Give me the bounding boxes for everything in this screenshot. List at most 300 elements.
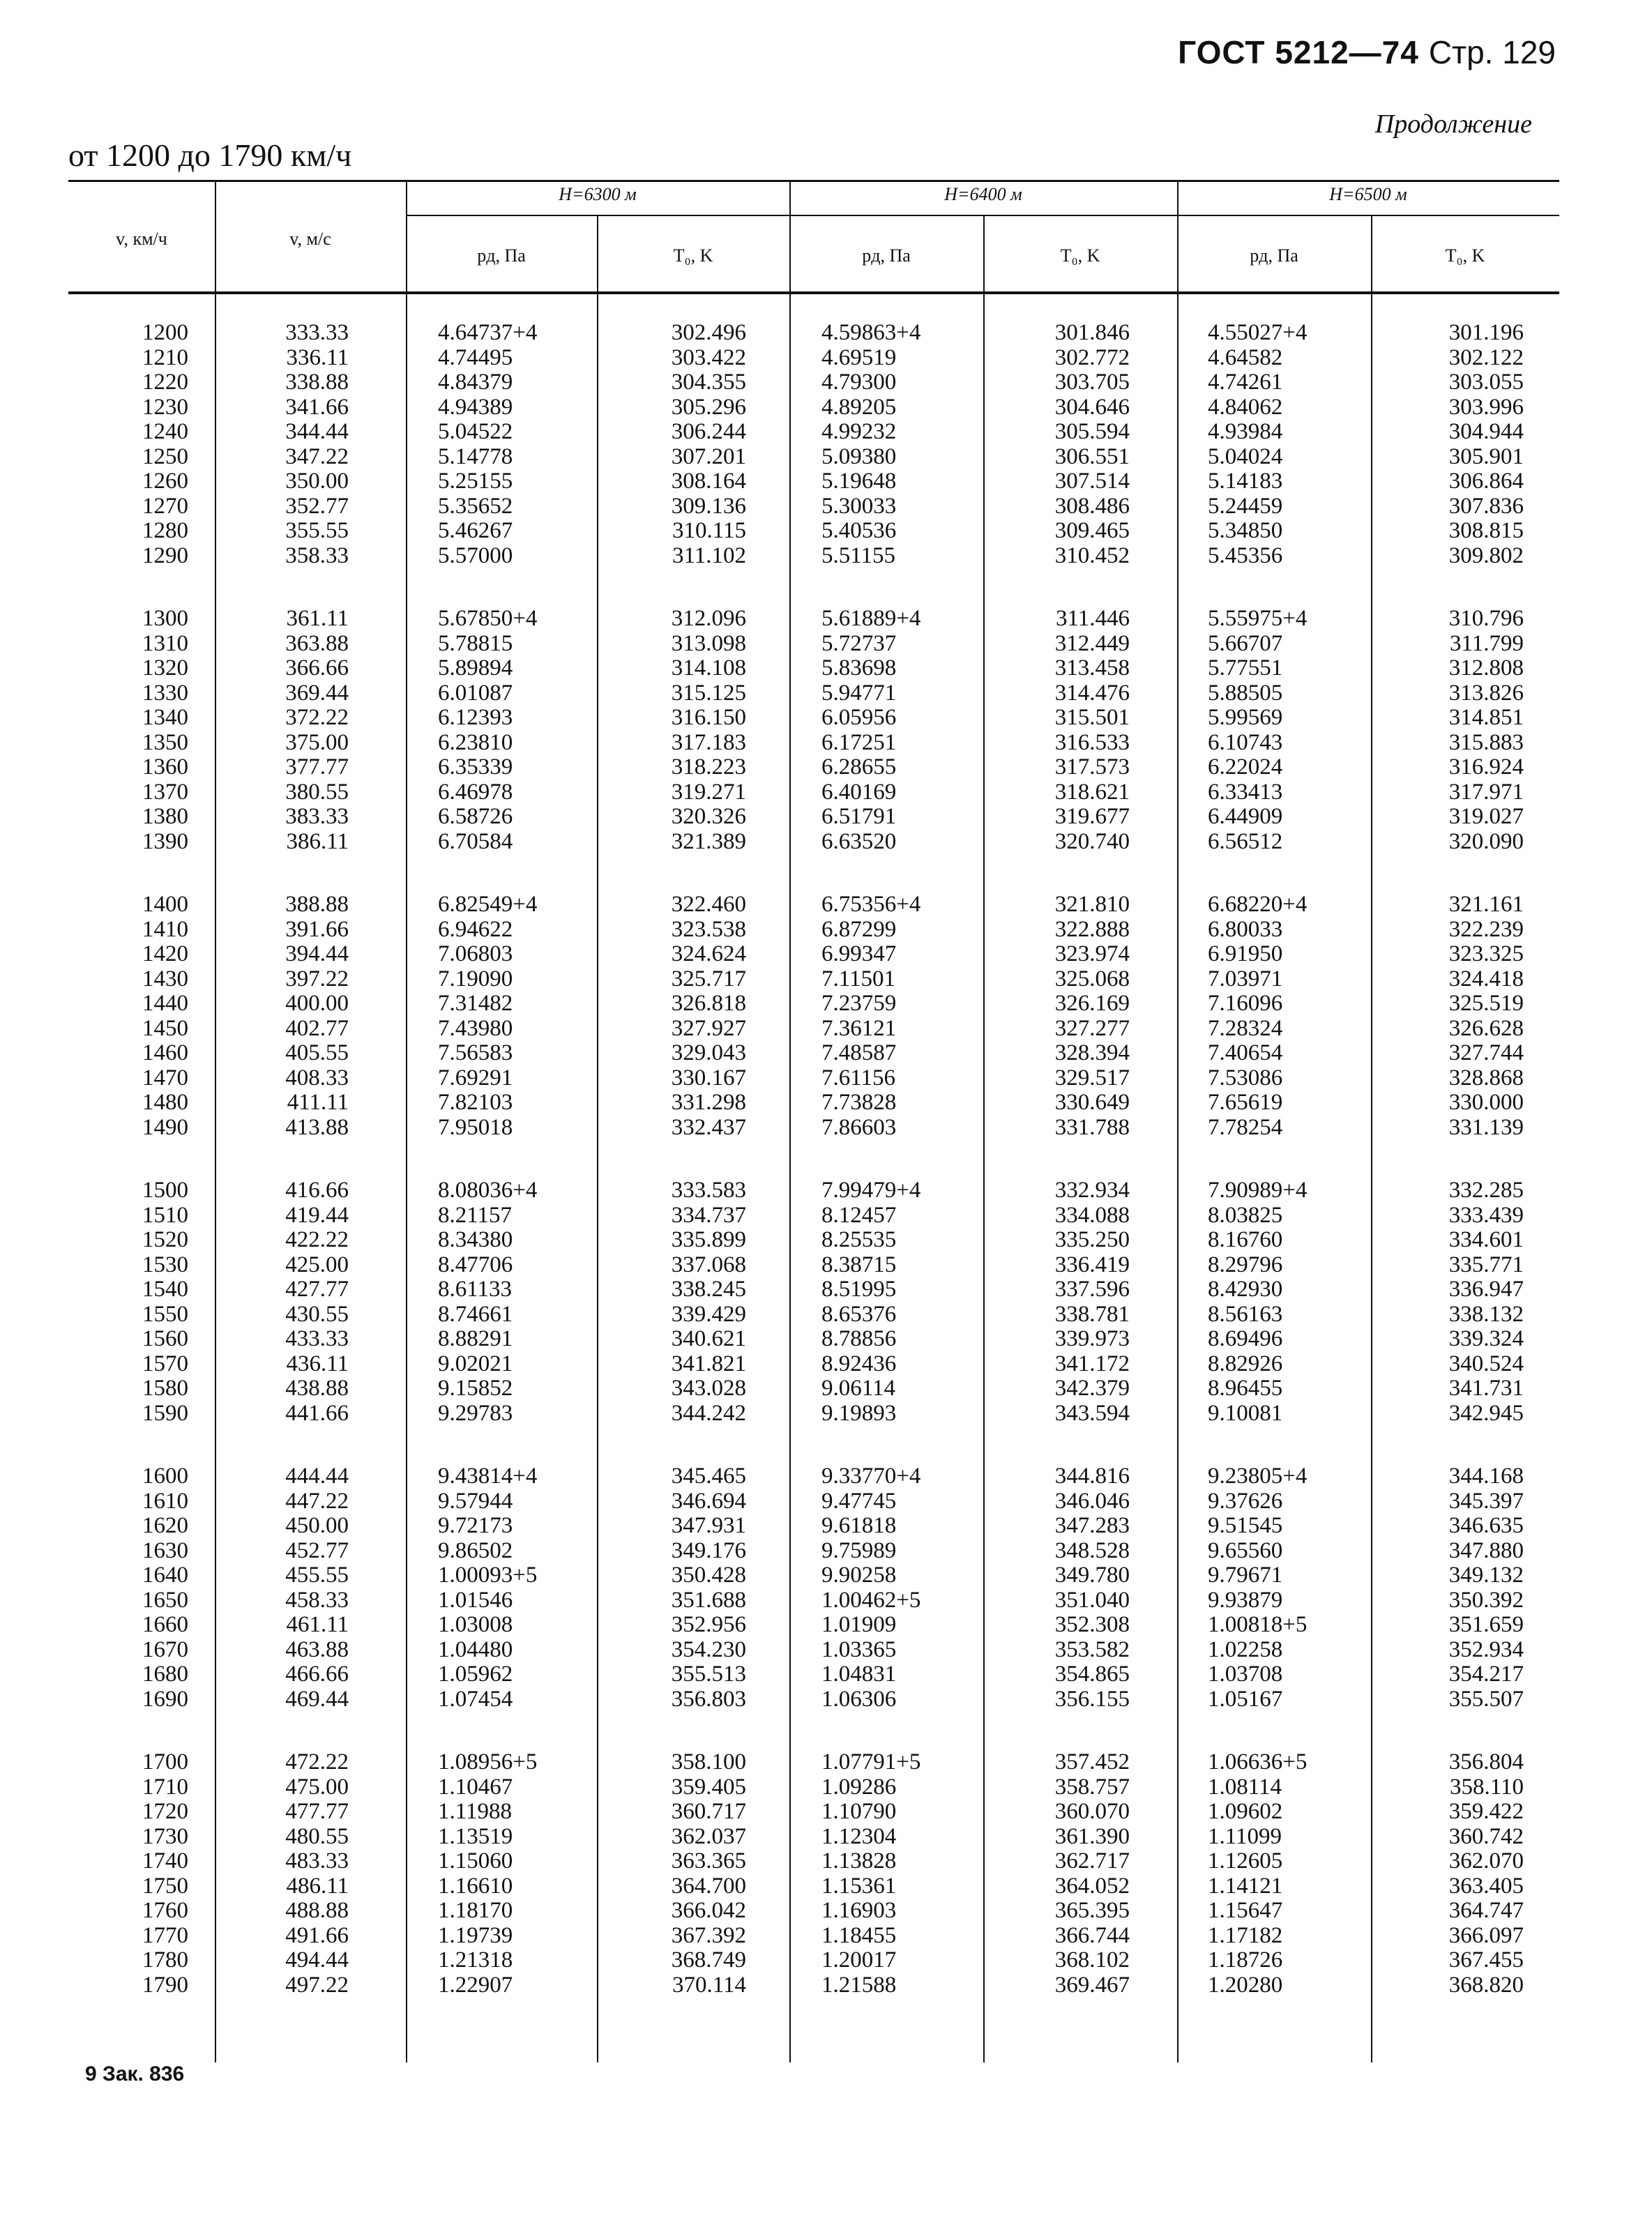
table-cell: 8.56163 bbox=[1208, 1301, 1283, 1327]
table-cell: 332.285 bbox=[1448, 1178, 1524, 1203]
table-cell: 1.00818+5 bbox=[1208, 1612, 1308, 1637]
table-cell: 1350 bbox=[142, 729, 188, 755]
table-cell: 9.57944 bbox=[438, 1488, 513, 1514]
table-cell: 1.10790 bbox=[821, 1799, 897, 1824]
table-cell: 5.35652 bbox=[438, 493, 513, 519]
table-cell: 7.69291 bbox=[438, 1065, 513, 1091]
table-cell: 310.115 bbox=[672, 518, 746, 543]
table-cell: 334.601 bbox=[1448, 1227, 1524, 1252]
table-cell: 461.11 bbox=[286, 1612, 349, 1637]
table-cell: 358.757 bbox=[1054, 1774, 1130, 1800]
table-cell: 319.271 bbox=[671, 779, 746, 805]
table-cell: 354.217 bbox=[1448, 1662, 1524, 1687]
table-cell: 1.08114 bbox=[1208, 1774, 1282, 1800]
table-cell: 494.44 bbox=[285, 1947, 349, 1973]
table-cell: 310.796 bbox=[1448, 606, 1524, 631]
table-cell: 1.21318 bbox=[438, 1947, 513, 1973]
table-cell: 369.44 bbox=[285, 680, 349, 706]
table-cell: 1520 bbox=[142, 1227, 188, 1252]
table-cell: 472.22 bbox=[285, 1749, 349, 1775]
table-cell: 341.66 bbox=[285, 394, 349, 420]
table-cell: 1.07791+5 bbox=[821, 1749, 921, 1775]
table-cell: 326.169 bbox=[1054, 991, 1130, 1016]
column-divider bbox=[1371, 215, 1372, 2062]
table-cell: 1.07454 bbox=[438, 1686, 513, 1712]
table-cell: 1370 bbox=[142, 779, 188, 805]
table-cell: 309.802 bbox=[1448, 542, 1524, 568]
table-cell: 405.55 bbox=[285, 1040, 349, 1065]
standard-number: ГОСТ 5212—74 bbox=[1178, 34, 1419, 70]
table-cell: 1320 bbox=[142, 655, 188, 681]
table-cell: 430.55 bbox=[285, 1301, 349, 1327]
table-cell: 362.070 bbox=[1448, 1848, 1524, 1874]
table-cell: 332.437 bbox=[671, 1114, 746, 1140]
table-cell: 8.78856 bbox=[821, 1326, 897, 1351]
table-cell: 455.55 bbox=[285, 1563, 349, 1588]
table-cell: 328.868 bbox=[1448, 1065, 1524, 1091]
page-number: Стр. 129 bbox=[1428, 34, 1556, 70]
table-cell: 5.66707 bbox=[1208, 630, 1283, 656]
table-cell: 9.79671 bbox=[1208, 1563, 1283, 1588]
table-cell: 1760 bbox=[142, 1898, 188, 1923]
table-cell: 1740 bbox=[142, 1848, 188, 1874]
table-cell: 1550 bbox=[142, 1301, 188, 1327]
table-cell: 339.429 bbox=[671, 1301, 746, 1327]
table-cell: 427.77 bbox=[285, 1277, 349, 1302]
table-cell: 1600 bbox=[142, 1464, 188, 1489]
table-cell: 347.880 bbox=[1448, 1537, 1524, 1563]
table-cell: 1.06636+5 bbox=[1208, 1749, 1308, 1775]
table-cell: 6.56512 bbox=[1208, 828, 1283, 854]
table-cell: 369.467 bbox=[1054, 1972, 1130, 1998]
table-cell: 301.196 bbox=[1448, 320, 1524, 345]
table-cell: 361.11 bbox=[286, 606, 349, 631]
table-cell: 360.742 bbox=[1448, 1823, 1524, 1849]
table-cell: 316.533 bbox=[1054, 729, 1130, 755]
table-cell: 7.16096 bbox=[1208, 991, 1283, 1016]
group-header-altitude: H=6500 м bbox=[1329, 184, 1407, 204]
table-cell: 9.10081 bbox=[1208, 1400, 1283, 1426]
table-cell: 331.139 bbox=[1448, 1114, 1524, 1140]
table-cell: 9.93879 bbox=[1208, 1587, 1283, 1613]
table-cell: 411.11 bbox=[287, 1090, 349, 1115]
table-cell: 347.931 bbox=[671, 1513, 746, 1538]
table-cell: 1.12304 bbox=[821, 1823, 897, 1849]
table-cell: 340.621 bbox=[671, 1326, 746, 1351]
table-cell: 302.496 bbox=[671, 320, 746, 345]
table-cell: 339.324 bbox=[1448, 1326, 1524, 1351]
table-cell: 326.628 bbox=[1448, 1015, 1524, 1041]
table-cell: 9.29783 bbox=[438, 1400, 513, 1426]
table-cell: 1330 bbox=[142, 680, 188, 706]
table-cell: 310.452 bbox=[1054, 542, 1130, 568]
table-cell: 375.00 bbox=[285, 729, 349, 755]
table-cell: 8.69496 bbox=[1208, 1326, 1283, 1351]
table-cell: 1.18170 bbox=[438, 1898, 513, 1923]
table-cell: 1.14121 bbox=[1208, 1873, 1283, 1899]
table-cell: 337.596 bbox=[1054, 1277, 1130, 1302]
col-header-temperature: T₀, K bbox=[1445, 245, 1485, 266]
table-cell: 1430 bbox=[142, 966, 188, 991]
table-cell: 343.594 bbox=[1054, 1400, 1130, 1426]
col-header-v-kmh: v, км/ч bbox=[116, 229, 167, 249]
table-cell: 7.95018 bbox=[438, 1114, 513, 1140]
table-cell: 1270 bbox=[142, 493, 188, 519]
col-header-temperature: T₀, K bbox=[673, 245, 713, 266]
table-cell: 1450 bbox=[142, 1015, 188, 1041]
table-cell: 344.168 bbox=[1448, 1464, 1524, 1489]
table-cell: 318.223 bbox=[671, 754, 746, 780]
table-cell: 6.82549+4 bbox=[438, 892, 538, 917]
table-cell: 303.055 bbox=[1448, 370, 1524, 395]
table-cell: 5.30033 bbox=[821, 493, 897, 519]
table-cell: 333.439 bbox=[1448, 1202, 1524, 1228]
table-cell: 8.21157 bbox=[438, 1202, 513, 1228]
table-cell: 337.068 bbox=[671, 1252, 746, 1277]
table-cell: 5.99569 bbox=[1208, 705, 1283, 730]
table-cell: 4.74261 bbox=[1208, 370, 1283, 395]
table-cell: 8.88291 bbox=[438, 1326, 513, 1351]
table-cell: 416.66 bbox=[285, 1178, 349, 1203]
table-cell: 8.47706 bbox=[438, 1252, 513, 1277]
table-cell: 365.395 bbox=[1054, 1898, 1130, 1923]
table-cell: 312.096 bbox=[671, 606, 746, 631]
table-cell: 9.02021 bbox=[438, 1351, 513, 1376]
col-header-v-ms: v, м/с bbox=[289, 229, 331, 249]
table-cell: 6.33413 bbox=[1208, 779, 1283, 805]
table-cell: 6.12393 bbox=[438, 705, 513, 730]
table-cell: 7.82103 bbox=[438, 1090, 513, 1115]
table-cell: 306.244 bbox=[671, 419, 746, 444]
table-cell: 1220 bbox=[142, 370, 188, 395]
table-cell: 341.731 bbox=[1448, 1376, 1524, 1401]
table-cell: 469.44 bbox=[285, 1686, 349, 1712]
table-cell: 1630 bbox=[142, 1537, 188, 1563]
table-cell: 6.80033 bbox=[1208, 916, 1283, 942]
table-cell: 5.72737 bbox=[821, 630, 897, 656]
table-cell: 463.88 bbox=[285, 1636, 349, 1662]
table-cell: 353.582 bbox=[1054, 1636, 1130, 1662]
table-cell: 350.392 bbox=[1448, 1587, 1524, 1613]
table-cell: 9.72173 bbox=[438, 1513, 513, 1538]
table-cell: 349.780 bbox=[1054, 1563, 1130, 1588]
table-cell: 5.34850 bbox=[1208, 518, 1283, 543]
table-cell: 7.11501 bbox=[821, 966, 896, 991]
table-cell: 6.75356+4 bbox=[821, 892, 921, 917]
table-cell: 1280 bbox=[142, 518, 188, 543]
footer-order: 9 Зак. 836 bbox=[85, 2062, 185, 2085]
table-cell: 311.102 bbox=[672, 542, 746, 568]
table-cell: 9.86502 bbox=[438, 1537, 513, 1563]
table-cell: 9.33770+4 bbox=[821, 1464, 921, 1489]
table-cell: 1.04831 bbox=[821, 1662, 897, 1687]
table-cell: 330.649 bbox=[1054, 1090, 1130, 1115]
table-cell: 360.717 bbox=[671, 1799, 746, 1824]
group-header-altitude: H=6300 м bbox=[559, 184, 637, 204]
table-cell: 1.06306 bbox=[821, 1686, 897, 1712]
table-cell: 5.57000 bbox=[438, 542, 513, 568]
group-rule bbox=[406, 215, 1559, 216]
table-cell: 334.088 bbox=[1054, 1202, 1130, 1228]
table-cell: 1310 bbox=[142, 630, 188, 656]
table-cell: 323.974 bbox=[1054, 941, 1130, 966]
header-bottom-rule bbox=[68, 291, 1559, 294]
table-cell: 1620 bbox=[142, 1513, 188, 1538]
table-cell: 7.56583 bbox=[438, 1040, 513, 1065]
table-cell: 5.14183 bbox=[1208, 469, 1283, 494]
table-cell: 1.15647 bbox=[1208, 1898, 1283, 1923]
table-cell: 350.428 bbox=[671, 1563, 746, 1588]
table-cell: 335.771 bbox=[1448, 1252, 1524, 1277]
table-cell: 383.33 bbox=[285, 804, 349, 829]
table-cell: 316.150 bbox=[671, 705, 746, 730]
table-cell: 1.20280 bbox=[1208, 1972, 1283, 1998]
table-cell: 358.110 bbox=[1449, 1774, 1524, 1800]
table-cell: 6.94622 bbox=[438, 916, 513, 942]
table-cell: 316.924 bbox=[1448, 754, 1524, 780]
table-cell: 1.11099 bbox=[1208, 1823, 1282, 1849]
table-cell: 303.996 bbox=[1448, 394, 1524, 420]
table-cell: 314.476 bbox=[1054, 680, 1130, 706]
table-cell: 348.528 bbox=[1054, 1537, 1130, 1563]
table-cell: 1.15361 bbox=[821, 1873, 897, 1899]
table-cell: 312.449 bbox=[1054, 630, 1130, 656]
table-cell: 1610 bbox=[142, 1488, 188, 1514]
table-cell: 307.201 bbox=[671, 443, 746, 469]
table-cell: 323.325 bbox=[1448, 941, 1524, 966]
range-title: от 1200 до 1790 км/ч bbox=[68, 137, 352, 173]
table-cell: 309.136 bbox=[671, 493, 746, 519]
table-cell: 333.583 bbox=[671, 1178, 746, 1203]
table-cell: 356.804 bbox=[1448, 1749, 1524, 1775]
table-cell: 391.66 bbox=[285, 916, 349, 942]
table-cell: 466.66 bbox=[285, 1662, 349, 1687]
table-cell: 388.88 bbox=[285, 892, 349, 917]
table-cell: 6.87299 bbox=[821, 916, 897, 942]
table-cell: 327.927 bbox=[671, 1015, 746, 1041]
table-cell: 362.037 bbox=[671, 1823, 746, 1849]
table-cell: 331.298 bbox=[671, 1090, 746, 1115]
table-cell: 7.61156 bbox=[821, 1065, 896, 1091]
table-cell: 1340 bbox=[142, 705, 188, 730]
table-cell: 1650 bbox=[142, 1587, 188, 1613]
table-cell: 8.82926 bbox=[1208, 1351, 1283, 1376]
table-cell: 9.15852 bbox=[438, 1376, 513, 1401]
table-cell: 336.419 bbox=[1054, 1252, 1130, 1277]
table-cell: 6.23810 bbox=[438, 729, 513, 755]
table-cell: 9.47745 bbox=[821, 1488, 897, 1514]
table-cell: 1.00093+5 bbox=[438, 1563, 538, 1588]
table-cell: 342.945 bbox=[1448, 1400, 1524, 1426]
table-cell: 340.524 bbox=[1448, 1351, 1524, 1376]
table-cell: 5.77551 bbox=[1208, 655, 1283, 681]
table-cell: 341.821 bbox=[671, 1351, 746, 1376]
table-cell: 1730 bbox=[142, 1823, 188, 1849]
table-cell: 4.84379 bbox=[438, 370, 513, 395]
table-cell: 1.04480 bbox=[438, 1636, 513, 1662]
table-cell: 386.11 bbox=[286, 828, 349, 854]
table-cell: 312.808 bbox=[1448, 655, 1524, 681]
table-cell: 350.00 bbox=[285, 469, 349, 494]
table-cell: 438.88 bbox=[285, 1376, 349, 1401]
table-cell: 5.94771 bbox=[821, 680, 897, 706]
table-cell: 1470 bbox=[142, 1065, 188, 1091]
table-cell: 1.02258 bbox=[1208, 1636, 1283, 1662]
table-cell: 7.03971 bbox=[1208, 966, 1283, 991]
table-cell: 335.250 bbox=[1054, 1227, 1130, 1252]
table-cell: 402.77 bbox=[285, 1015, 349, 1041]
table-cell: 8.74661 bbox=[438, 1301, 513, 1327]
table-cell: 1.10467 bbox=[438, 1774, 513, 1800]
table-cell: 436.11 bbox=[286, 1351, 349, 1376]
table-cell: 5.83698 bbox=[821, 655, 897, 681]
table-cell: 5.24459 bbox=[1208, 493, 1283, 519]
table-cell: 1.03008 bbox=[438, 1612, 513, 1637]
table-cell: 7.48587 bbox=[821, 1040, 897, 1065]
table-cell: 4.69519 bbox=[821, 344, 897, 370]
table-cell: 1390 bbox=[142, 828, 188, 854]
table-cell: 1640 bbox=[142, 1563, 188, 1588]
table-cell: 362.717 bbox=[1054, 1848, 1130, 1874]
table-cell: 8.16760 bbox=[1208, 1227, 1283, 1252]
table-cell: 8.25535 bbox=[821, 1227, 897, 1252]
table-cell: 6.46978 bbox=[438, 779, 513, 805]
table-cell: 327.744 bbox=[1448, 1040, 1524, 1065]
table-cell: 303.705 bbox=[1054, 370, 1130, 395]
table-cell: 8.51995 bbox=[821, 1277, 897, 1302]
table-cell: 359.405 bbox=[671, 1774, 746, 1800]
table-cell: 1.09602 bbox=[1208, 1799, 1283, 1824]
table-cell: 1.16610 bbox=[438, 1873, 513, 1899]
table-cell: 306.551 bbox=[1054, 443, 1130, 469]
table-cell: 7.31482 bbox=[438, 991, 513, 1016]
table-cell: 397.22 bbox=[285, 966, 349, 991]
table-cell: 6.17251 bbox=[821, 729, 897, 755]
table-cell: 9.19893 bbox=[821, 1400, 897, 1426]
table-cell: 313.098 bbox=[671, 630, 746, 656]
column-divider bbox=[983, 215, 985, 2062]
table-cell: 329.517 bbox=[1054, 1065, 1130, 1091]
table-cell: 314.108 bbox=[671, 655, 746, 681]
table-cell: 444.44 bbox=[285, 1464, 349, 1489]
table-cell: 6.68220+4 bbox=[1208, 892, 1308, 917]
table-cell: 342.379 bbox=[1054, 1376, 1130, 1401]
table-cell: 305.296 bbox=[671, 394, 746, 420]
table-cell: 363.405 bbox=[1448, 1873, 1524, 1899]
table-cell: 9.90258 bbox=[821, 1563, 897, 1588]
table-cell: 1200 bbox=[142, 320, 188, 345]
table-cell: 305.594 bbox=[1054, 419, 1130, 444]
table-cell: 1780 bbox=[142, 1947, 188, 1973]
table-cell: 1590 bbox=[142, 1400, 188, 1426]
table-cell: 1490 bbox=[142, 1114, 188, 1140]
table-cell: 6.63520 bbox=[821, 828, 897, 854]
group-header-altitude: H=6400 м bbox=[944, 184, 1022, 204]
table-cell: 1410 bbox=[142, 916, 188, 942]
table-cell: 368.102 bbox=[1054, 1947, 1130, 1973]
table-cell: 1250 bbox=[142, 443, 188, 469]
table-cell: 7.19090 bbox=[438, 966, 513, 991]
column-divider bbox=[789, 180, 791, 2062]
table-cell: 354.230 bbox=[671, 1636, 746, 1662]
table-cell: 4.64737+4 bbox=[438, 320, 538, 345]
table-cell: 5.19648 bbox=[821, 469, 897, 494]
table-cell: 351.040 bbox=[1054, 1587, 1130, 1613]
table-cell: 324.418 bbox=[1448, 966, 1524, 991]
table-cell: 367.455 bbox=[1448, 1947, 1524, 1973]
table-cell: 372.22 bbox=[285, 705, 349, 730]
table-cell: 7.40654 bbox=[1208, 1040, 1283, 1065]
table-cell: 325.519 bbox=[1448, 991, 1524, 1016]
table-cell: 1560 bbox=[142, 1326, 188, 1351]
table-cell: 6.51791 bbox=[821, 804, 897, 829]
table-cell: 324.624 bbox=[671, 941, 746, 966]
table-cell: 325.717 bbox=[671, 966, 746, 991]
table-cell: 318.621 bbox=[1054, 779, 1130, 805]
table-cell: 1.18455 bbox=[821, 1922, 897, 1948]
table-cell: 452.77 bbox=[285, 1537, 349, 1563]
table-cell: 8.08036+4 bbox=[438, 1178, 538, 1203]
table-cell: 1.00462+5 bbox=[821, 1587, 921, 1613]
table-cell: 358.100 bbox=[671, 1749, 746, 1775]
table-cell: 1580 bbox=[142, 1376, 188, 1401]
table-cell: 361.390 bbox=[1054, 1823, 1130, 1849]
table-cell: 413.88 bbox=[285, 1114, 349, 1140]
table-cell: 330.167 bbox=[671, 1065, 746, 1091]
table-cell: 352.77 bbox=[285, 493, 349, 519]
table-cell: 7.36121 bbox=[821, 1015, 897, 1041]
table-cell: 1290 bbox=[142, 542, 188, 568]
table-cell: 344.816 bbox=[1054, 1464, 1130, 1489]
table-cell: 320.090 bbox=[1448, 828, 1524, 854]
table-cell: 447.22 bbox=[285, 1488, 349, 1514]
table-cell: 349.132 bbox=[1448, 1563, 1524, 1588]
table-cell: 8.61133 bbox=[438, 1277, 513, 1302]
table-cell: 9.75989 bbox=[821, 1537, 897, 1563]
table-cell: 6.10743 bbox=[1208, 729, 1283, 755]
table-cell: 349.176 bbox=[671, 1537, 746, 1563]
table-cell: 1.17182 bbox=[1208, 1922, 1283, 1948]
table-cell: 4.89205 bbox=[821, 394, 897, 420]
table-cell: 1530 bbox=[142, 1252, 188, 1277]
table-cell: 343.028 bbox=[671, 1376, 746, 1401]
table-cell: 7.28324 bbox=[1208, 1015, 1283, 1041]
table-cell: 1670 bbox=[142, 1636, 188, 1662]
table-cell: 347.283 bbox=[1054, 1513, 1130, 1538]
table-cell: 5.88505 bbox=[1208, 680, 1283, 706]
table-cell: 4.79300 bbox=[821, 370, 897, 395]
table-cell: 320.326 bbox=[671, 804, 746, 829]
column-divider bbox=[215, 180, 216, 2062]
table-cell: 359.422 bbox=[1448, 1799, 1524, 1824]
table-cell: 303.422 bbox=[671, 344, 746, 370]
column-divider bbox=[1177, 180, 1179, 2062]
table-cell: 7.99479+4 bbox=[821, 1178, 921, 1203]
table-cell: 1.13828 bbox=[821, 1848, 897, 1874]
table-cell: 5.45356 bbox=[1208, 542, 1283, 568]
table-cell: 352.956 bbox=[671, 1612, 746, 1637]
table-cell: 338.132 bbox=[1448, 1301, 1524, 1327]
table-cell: 8.65376 bbox=[821, 1301, 897, 1327]
table-cell: 355.55 bbox=[285, 518, 349, 543]
table-cell: 1.11988 bbox=[438, 1799, 513, 1824]
table-cell: 322.888 bbox=[1054, 916, 1130, 942]
table-cell: 305.901 bbox=[1448, 443, 1524, 469]
table-cell: 450.00 bbox=[285, 1513, 349, 1538]
table-cell: 366.097 bbox=[1448, 1922, 1524, 1948]
table-cell: 5.09380 bbox=[821, 443, 897, 469]
table-cell: 360.070 bbox=[1054, 1799, 1130, 1824]
